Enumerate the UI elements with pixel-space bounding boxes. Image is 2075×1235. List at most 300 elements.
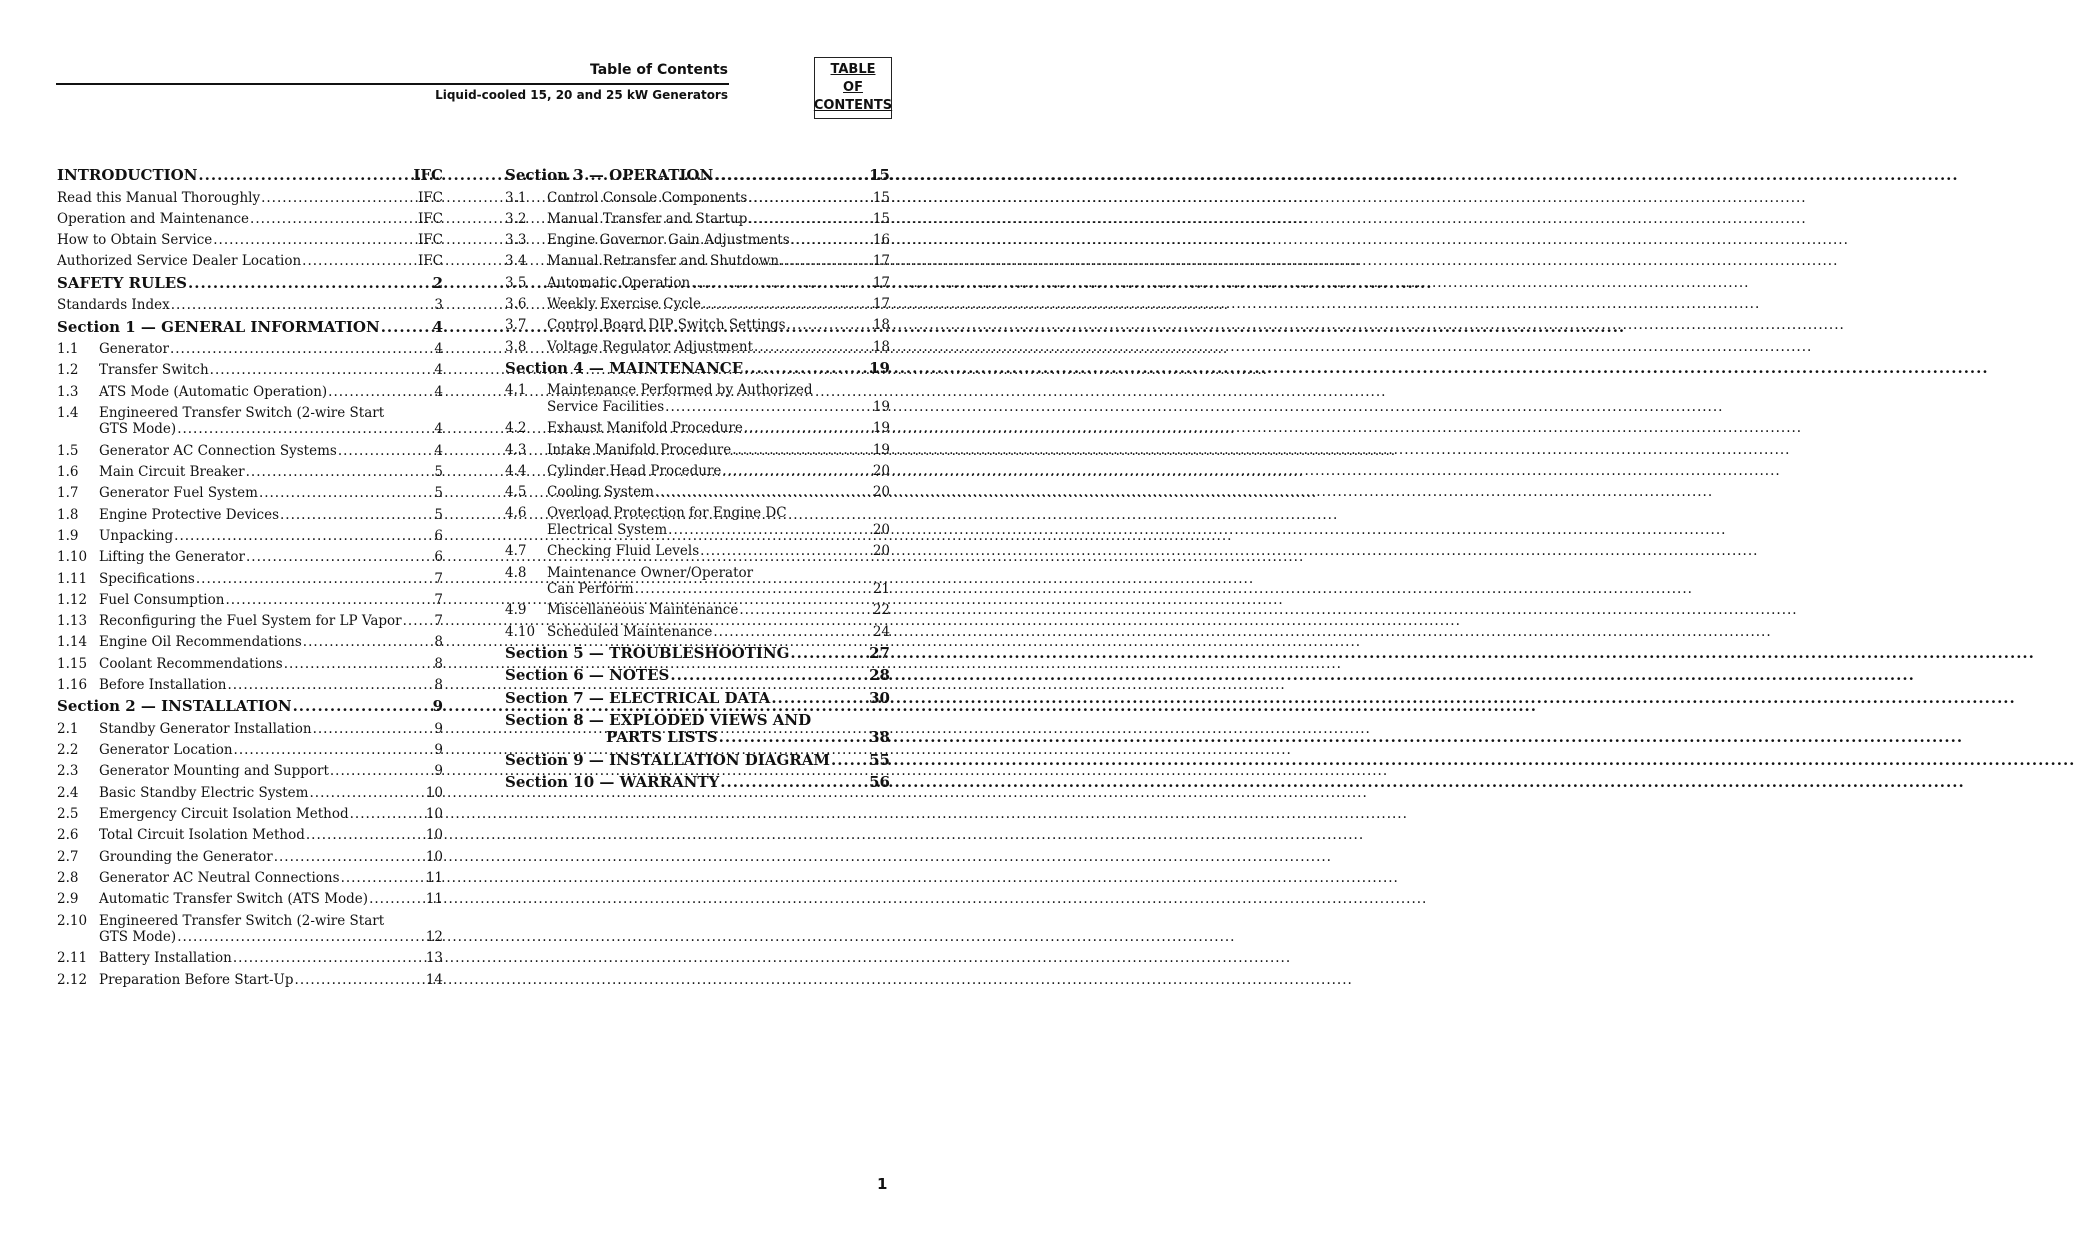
toc-entry-label: Cylinder Head Procedure — [547, 462, 722, 479]
toc-leader-dots — [330, 763, 434, 779]
toc-entry-label: Checking Fluid Levels — [547, 543, 700, 560]
toc-entry — [505, 296, 890, 312]
toc-entry-page: 8 — [434, 677, 443, 693]
toc-section-heading — [505, 667, 890, 683]
toc-leader-dots — [744, 360, 868, 376]
toc-entry-page: 7 — [434, 570, 443, 587]
toc-entry-page: 4 — [434, 383, 443, 400]
toc-leader-dots — [234, 742, 434, 758]
toc-entry-page: 38 — [869, 728, 890, 747]
toc-entry — [505, 275, 890, 291]
toc-entry-number: 4.2 — [505, 420, 527, 437]
toc-tab-line-1: TABLE — [830, 62, 876, 77]
toc-leader-dots — [259, 485, 433, 501]
toc-leader-dots — [341, 870, 425, 886]
toc-entry-label: Automatic Operation — [547, 274, 691, 291]
toc-entry-label-continued: GTS Mode) — [99, 929, 177, 945]
toc-entry-page: 15 — [872, 189, 890, 206]
toc-entry-label: Section 7 — ELECTRICAL DATA — [505, 688, 771, 707]
toc-entry — [57, 634, 443, 650]
toc-entry-page: 9 — [434, 742, 443, 759]
toc-leader-dots — [280, 507, 433, 523]
toc-entry-page: 3 — [434, 297, 443, 314]
toc-leader-dots — [246, 549, 433, 565]
toc-entry — [57, 464, 443, 480]
toc-entry — [57, 362, 443, 378]
toc-entry — [57, 763, 443, 779]
toc-entry-number: 1.11 — [57, 570, 88, 587]
toc-entry-page: 11 — [425, 891, 443, 908]
toc-leader-dots — [748, 190, 871, 206]
toc-tab-box — [814, 57, 892, 119]
toc-entry-page: 10 — [425, 806, 443, 822]
toc-entry-page: 7 — [434, 591, 443, 608]
toc-entry-page: 4 — [434, 362, 443, 379]
toc-entry — [505, 339, 890, 355]
toc-entry-label: Emergency Circuit Isolation Method — [99, 806, 349, 822]
toc-entry-label-continued: Electrical System — [547, 521, 668, 538]
toc-leader-dots — [302, 253, 417, 269]
toc-entry-page: 28 — [869, 666, 890, 685]
toc-leader-dots — [787, 317, 872, 333]
toc-leader-dots — [210, 362, 434, 378]
toc-leader-dots — [700, 543, 872, 559]
toc-entry-page: 22 — [872, 602, 890, 619]
toc-leader-dots — [720, 774, 868, 790]
toc-section-heading — [57, 167, 443, 183]
toc-section-heading — [57, 275, 443, 291]
toc-entry — [505, 463, 890, 479]
toc-leader-dots — [306, 827, 425, 843]
toc-entry-number: 1.1 — [57, 341, 79, 357]
toc-entry-number: 4.5 — [505, 484, 527, 501]
toc-entry-number: 2.10 — [57, 912, 88, 929]
toc-entry-page: 19 — [872, 420, 890, 437]
toc-entry-page: 19 — [872, 398, 890, 415]
toc-entry-label: INTRODUCTION — [57, 166, 198, 184]
toc-entry — [57, 341, 443, 357]
toc-entry-number: 2.2 — [57, 742, 79, 759]
toc-entry-number: 2.8 — [57, 869, 79, 886]
toc-entry-page: 56 — [869, 773, 890, 792]
toc-entry-label: Engineered Transfer Switch (2-wire Start — [99, 912, 385, 929]
toc-entry-label: Authorized Service Dealer Location — [57, 253, 302, 270]
page-number: 1 — [877, 1175, 888, 1193]
toc-entry-label: Scheduled Maintenance — [547, 623, 713, 640]
toc-entry — [505, 317, 890, 333]
toc-entry-page: 5 — [434, 464, 443, 480]
toc-entry-label: Engine Governor Gain Adjustments — [547, 232, 790, 249]
toc-entry-page: 17 — [872, 274, 890, 291]
toc-entry-label: Miscellaneous Maintenance — [547, 602, 739, 619]
toc-entry-page: 6 — [434, 549, 443, 566]
toc-entry — [505, 543, 890, 559]
toc-entry — [57, 913, 443, 929]
toc-entry-label: SAFETY RULES — [57, 273, 188, 292]
toc-entry — [57, 613, 443, 629]
toc-entry-label: Grounding the Generator — [99, 848, 273, 865]
toc-entry-page: 10 — [425, 784, 443, 801]
toc-leader-dots — [771, 690, 868, 706]
toc-leader-dots — [369, 891, 425, 907]
toc-entry-label: ATS Mode (Automatic Operation) — [99, 383, 328, 400]
toc-entry-page: 18 — [872, 317, 890, 334]
toc-entry — [57, 297, 443, 313]
toc-entry-number: 2.6 — [57, 827, 79, 844]
toc-entry — [57, 384, 443, 400]
toc-entry-number: 2.1 — [57, 720, 79, 737]
toc-entry-page: 20 — [872, 462, 890, 479]
toc-entry-number: 3.3 — [505, 232, 527, 249]
toc-leader-dots — [246, 464, 434, 480]
toc-entry-page: 4 — [434, 421, 443, 438]
toc-entry-page: 12 — [425, 929, 443, 945]
toc-entry-page: 10 — [425, 827, 443, 844]
toc-entry-label: How to Obtain Service — [57, 232, 213, 249]
toc-leader-dots — [261, 190, 417, 206]
toc-leader-dots — [293, 698, 432, 714]
toc-entry — [57, 443, 443, 459]
toc-leader-dots — [227, 677, 433, 693]
toc-entry-number: 2.4 — [57, 784, 79, 801]
toc-entry — [57, 891, 443, 907]
toc-section-heading — [505, 690, 890, 706]
toc-entry-page: 4 — [434, 341, 443, 357]
toc-section-heading — [505, 712, 890, 728]
toc-leader-dots — [719, 729, 868, 745]
toc-entry-page: 15 — [869, 166, 890, 184]
toc-entry — [505, 232, 890, 248]
toc-entry — [57, 405, 443, 421]
toc-entry — [505, 442, 890, 458]
toc-entry-number: 1.15 — [57, 655, 88, 672]
toc-entry-number: 1.3 — [57, 383, 79, 400]
toc-leader-dots — [198, 167, 412, 183]
toc-entry — [57, 785, 443, 801]
toc-entry — [57, 742, 443, 758]
toc-entry-page: 21 — [872, 581, 890, 597]
toc-entry-number: 3.5 — [505, 274, 527, 291]
toc-entry-number: 3.7 — [505, 317, 527, 334]
toc-entry-label: Generator AC Neutral Connections — [99, 869, 340, 886]
toc-entry-page: 17 — [872, 296, 890, 312]
toc-entry-page: 14 — [425, 971, 443, 988]
toc-leader-dots — [225, 592, 433, 608]
toc-entry-number: 4.10 — [505, 623, 536, 640]
toc-leader-dots — [670, 667, 868, 683]
toc-section-heading — [57, 319, 443, 335]
toc-leader-dots — [713, 624, 871, 640]
header-subtitle: Liquid-cooled 15, 20 and 25 kW Generators — [435, 88, 728, 102]
toc-entry — [57, 571, 443, 587]
toc-entry-label: Basic Standby Electric System — [99, 784, 309, 801]
toc-leader-dots — [714, 167, 868, 183]
toc-leader-dots — [250, 211, 417, 227]
toc-entry-number: 1.5 — [57, 442, 79, 459]
toc-entry — [57, 592, 443, 608]
toc-entry-number: 1.9 — [57, 527, 79, 544]
toc-entry-number: 2.12 — [57, 971, 88, 988]
toc-entry-page: 10 — [425, 848, 443, 865]
toc-leader-dots — [381, 319, 432, 335]
toc-entry-label: Generator Location — [99, 742, 233, 759]
toc-leader-dots — [338, 443, 434, 459]
toc-leader-dots — [655, 484, 872, 500]
toc-entry-number: 4.6 — [505, 505, 527, 522]
toc-entry-label: Engine Protective Devices — [99, 506, 280, 523]
toc-entry — [505, 420, 890, 436]
toc-section-heading — [505, 167, 890, 183]
toc-entry-label: Section 1 — GENERAL INFORMATION — [57, 317, 380, 336]
toc-entry-page: 5 — [434, 485, 443, 502]
toc-entry-label: Before Installation — [99, 677, 227, 693]
toc-entry-label: Coolant Recommendations — [99, 655, 283, 672]
toc-entry-label: Intake Manifold Procedure — [547, 441, 732, 458]
toc-entry-label: Section 5 — TROUBLESHOOTING — [505, 643, 790, 662]
toc-entry-label: Engine Oil Recommendations — [99, 634, 302, 651]
toc-entry — [57, 950, 443, 966]
toc-leader-dots — [635, 581, 872, 597]
toc-leader-dots — [313, 721, 434, 737]
toc-entry-label: Unpacking — [99, 527, 174, 544]
toc-leader-dots — [754, 339, 872, 355]
toc-entry — [505, 505, 890, 521]
toc-entry-page: 19 — [869, 358, 890, 377]
toc-entry — [505, 190, 890, 206]
toc-entry-page: 27 — [869, 643, 890, 662]
toc-section-heading — [505, 774, 890, 790]
toc-entry-number: 1.6 — [57, 464, 79, 480]
toc-leader-dots — [668, 522, 872, 538]
toc-entry-continuation — [505, 581, 890, 597]
toc-entry-number: 2.9 — [57, 891, 79, 908]
toc-entry-page: 6 — [434, 527, 443, 544]
toc-entry — [57, 972, 443, 988]
toc-leader-dots — [722, 463, 871, 479]
toc-entry-page: 5 — [434, 506, 443, 523]
toc-leader-dots — [177, 929, 425, 945]
toc-leader-dots — [213, 232, 417, 248]
toc-entry-page: 8 — [434, 634, 443, 651]
toc-entry-number: 3.4 — [505, 253, 527, 270]
toc-entry — [57, 721, 443, 737]
toc-section-heading — [57, 698, 443, 714]
toc-tab-line-3: CONTENTS — [813, 98, 893, 113]
toc-entry — [505, 484, 890, 500]
toc-entry — [505, 602, 890, 618]
toc-leader-dots — [188, 275, 432, 291]
toc-entry-label-continued: Can Perform — [547, 581, 634, 597]
toc-entry-number: 1.10 — [57, 549, 88, 566]
toc-section-heading — [505, 360, 890, 376]
toc-entry-label: Battery Installation — [99, 950, 232, 967]
toc-entry — [57, 507, 443, 523]
toc-entry — [505, 382, 890, 398]
toc-entry-label: Section 9 — INSTALLATION DIAGRAM — [505, 750, 830, 769]
toc-entry-number: 1.16 — [57, 677, 88, 693]
toc-entry — [505, 624, 890, 640]
toc-entry-number: 2.3 — [57, 763, 79, 780]
toc-entry — [57, 870, 443, 886]
toc-entry — [505, 253, 890, 269]
toc-entry-page: 17 — [872, 253, 890, 270]
toc-entry-label: Section 10 — WARRANTY — [505, 773, 720, 792]
toc-leader-dots — [691, 275, 872, 291]
toc-entry-page: 9 — [434, 763, 443, 780]
toc-entry-label: Cooling System — [547, 484, 654, 501]
toc-entry-page: 8 — [434, 655, 443, 672]
toc-entry-page: IFC — [417, 189, 443, 206]
toc-entry-label: Voltage Regulator Adjustment — [547, 338, 754, 355]
toc-entry-label: Fuel Consumption — [99, 591, 225, 608]
toc-entry-label: Read this Manual Thoroughly — [57, 189, 261, 206]
toc-leader-dots — [780, 253, 872, 269]
toc-entry-label: Control Console Components — [547, 189, 748, 206]
toc-entry-page: 13 — [425, 950, 443, 967]
toc-entry-page: 2 — [432, 273, 443, 292]
toc-entry-label: Weekly Exercise Cycle — [547, 296, 701, 312]
toc-leader-dots — [170, 341, 433, 357]
toc-entry-label: Section 8 — EXPLODED VIEWS AND — [505, 711, 812, 730]
toc-entry — [57, 827, 443, 843]
toc-entry-label: Section 6 — NOTES — [505, 666, 670, 685]
toc-entry — [57, 190, 443, 206]
toc-entry-page: 30 — [869, 688, 890, 707]
toc-entry-label: Generator — [99, 341, 169, 357]
toc-entry-label: Main Circuit Breaker — [99, 464, 245, 480]
toc-entry-page: 20 — [872, 521, 890, 538]
toc-entry-page: 55 — [869, 750, 890, 769]
toc-entry-page: 20 — [872, 543, 890, 560]
toc-entry-page: 20 — [872, 484, 890, 501]
toc-entry-label: Automatic Transfer Switch (ATS Mode) — [99, 891, 369, 908]
toc-entry — [57, 677, 443, 693]
toc-leader-dots — [196, 571, 434, 587]
header-rule — [56, 83, 729, 85]
header-title: Table of Contents — [589, 62, 728, 78]
toc-leader-dots — [177, 421, 433, 437]
toc-entry — [57, 232, 443, 248]
toc-entry-number: 3.8 — [505, 338, 527, 355]
toc-section-heading — [505, 645, 890, 661]
toc-entry-number: 2.11 — [57, 950, 88, 967]
toc-entry — [57, 656, 443, 672]
toc-leader-dots — [233, 950, 425, 966]
toc-entry-number: 4.3 — [505, 441, 527, 458]
toc-entry-label: Maintenance Performed by Authorized — [547, 382, 813, 399]
toc-leader-dots — [744, 420, 872, 436]
toc-entry-page: IFC — [417, 253, 443, 270]
toc-entry-label: Control Board DIP Switch Settings — [547, 317, 786, 334]
toc-entry-label: Section 2 — INSTALLATION — [57, 697, 292, 716]
toc-entry-number: 1.14 — [57, 634, 88, 651]
toc-entry-number: 4.7 — [505, 543, 527, 560]
toc-leader-dots — [748, 211, 871, 227]
toc-entry-page: 9 — [432, 697, 443, 716]
toc-entry-page: 15 — [872, 210, 890, 227]
toc-leader-dots — [174, 528, 433, 544]
toc-leader-dots — [665, 399, 872, 415]
toc-entry-number: 1.4 — [57, 404, 79, 421]
toc-leader-dots — [739, 602, 871, 618]
toc-leader-dots — [403, 613, 434, 629]
toc-entry-label: Maintenance Owner/Operator — [547, 564, 754, 581]
toc-section-heading — [505, 752, 890, 768]
toc-entry — [57, 253, 443, 269]
toc-leader-dots — [791, 232, 872, 248]
toc-entry-number: 4.1 — [505, 382, 527, 399]
toc-entry-page: IFC — [413, 166, 443, 184]
toc-leader-dots — [350, 806, 425, 822]
toc-leader-dots — [303, 634, 434, 650]
toc-entry-page: 16 — [872, 232, 890, 249]
toc-entry-page: 4 — [434, 442, 443, 459]
toc-entry-label: Reconfiguring the Fuel System for LP Vapor — [99, 613, 402, 630]
toc-entry-label: Section 3 — OPERATION — [505, 166, 714, 184]
toc-entry — [57, 485, 443, 501]
toc-entry-label: Engineered Transfer Switch (2-wire Start — [99, 404, 385, 421]
toc-entry-page: 11 — [425, 869, 443, 886]
toc-entry-number: 1.13 — [57, 613, 88, 630]
toc-entry — [57, 849, 443, 865]
toc-leader-dots — [831, 752, 868, 768]
toc-entry-label: Section 4 — MAINTENANCE — [505, 358, 744, 377]
toc-entry-number: 4.9 — [505, 602, 527, 619]
toc-entry-label: Generator AC Connection Systems — [99, 442, 337, 459]
toc-entry-label: Exhaust Manifold Procedure — [547, 420, 743, 437]
toc-entry-page: 9 — [434, 720, 443, 737]
toc-entry-label: Generator Mounting and Support — [99, 763, 329, 780]
toc-entry — [57, 549, 443, 565]
toc-entry-number: 2.7 — [57, 848, 79, 865]
toc-leader-dots — [274, 849, 425, 865]
toc-entry-page: 18 — [872, 338, 890, 355]
toc-entry — [505, 565, 890, 581]
toc-entry-number: 3.6 — [505, 296, 527, 312]
toc-entry-continuation — [57, 421, 443, 437]
toc-entry-number: 4.4 — [505, 462, 527, 479]
toc-entry-label-continued: GTS Mode) — [99, 421, 177, 438]
toc-entry-number: 1.12 — [57, 591, 88, 608]
toc-entry-label: Total Circuit Isolation Method — [99, 827, 305, 844]
toc-tab-line-2: OF — [843, 80, 863, 95]
toc-entry-label: Manual Retransfer and Shutdown — [547, 253, 780, 270]
toc-entry-page: 7 — [434, 613, 443, 630]
toc-entry-number: 1.2 — [57, 362, 79, 379]
toc-entry-number: 2.5 — [57, 806, 79, 822]
toc-entry-continuation — [505, 729, 890, 745]
toc-entry-page: IFC — [417, 232, 443, 249]
toc-entry — [505, 211, 890, 227]
toc-leader-dots — [328, 384, 433, 400]
toc-leader-dots — [309, 785, 424, 801]
toc-entry-continuation — [57, 929, 443, 945]
toc-leader-dots — [284, 656, 434, 672]
toc-entry-label: Lifting the Generator — [99, 549, 246, 566]
toc-entry-number: 3.1 — [505, 189, 527, 206]
toc-entry-continuation — [505, 522, 890, 538]
toc-leader-dots — [171, 297, 434, 313]
toc-entry-number: 4.8 — [505, 564, 527, 581]
toc-entry-number: 1.7 — [57, 485, 79, 502]
toc-entry-continuation — [505, 399, 890, 415]
toc-entry-label: Standby Generator Installation — [99, 720, 312, 737]
toc-entry-label: Operation and Maintenance — [57, 210, 250, 227]
toc-entry — [57, 806, 443, 822]
toc-entry-label: Standards Index — [57, 297, 170, 314]
toc-entry-label-continued: PARTS LISTS — [606, 728, 718, 747]
toc-entry-label: Manual Transfer and Startup — [547, 210, 748, 227]
